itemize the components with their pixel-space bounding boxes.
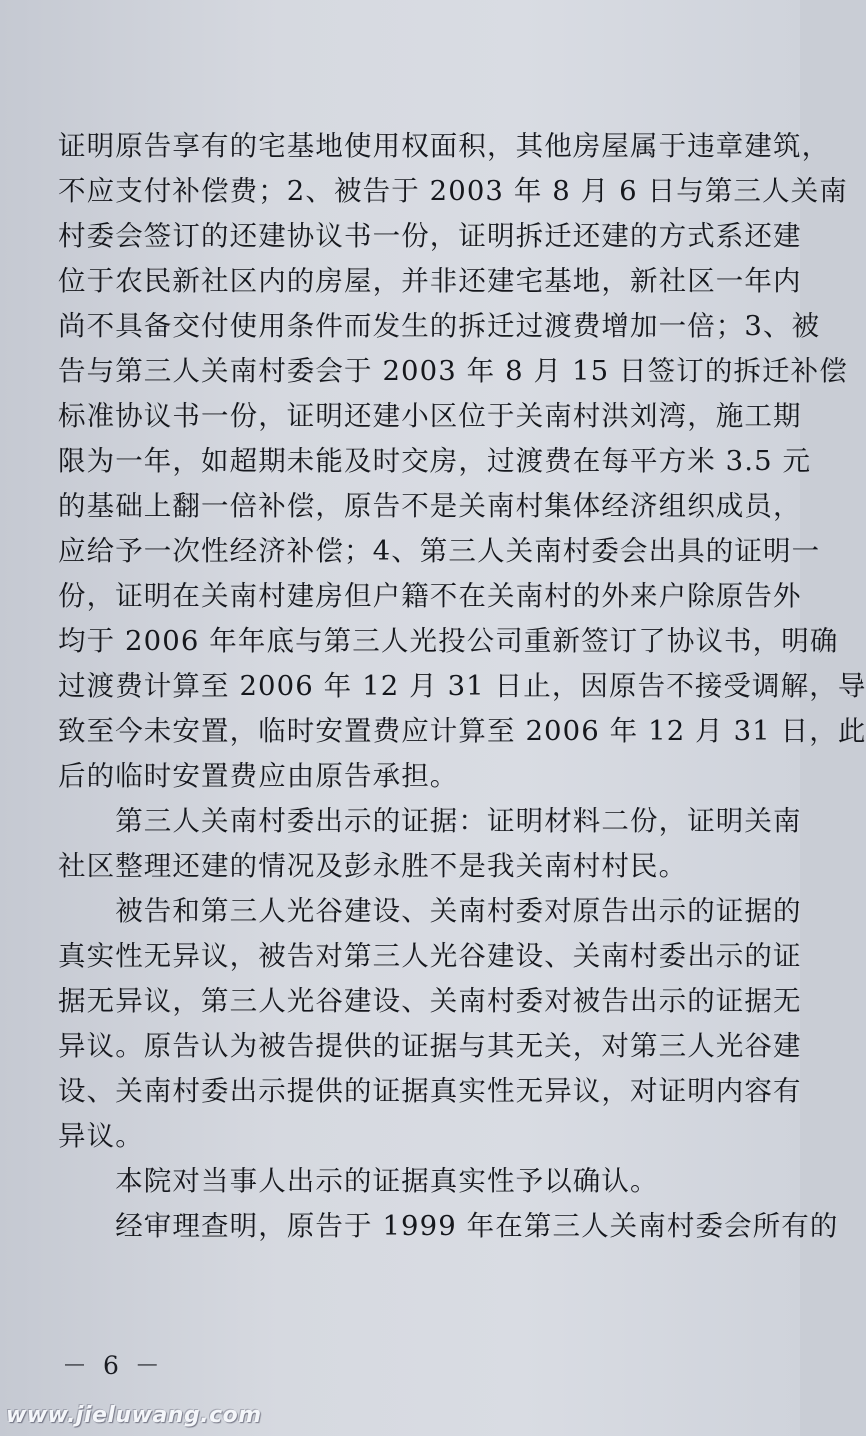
text-line: 尚不具备交付使用条件而发生的拆迁过渡费增加一倍；3、被 — [58, 310, 821, 342]
text-line: 份，证明在关南村建房但户籍不在关南村的外来户除原告外 — [58, 580, 802, 612]
text-line: 过渡费计算至 2006 年 12 月 31 日止，因原告不接受调解，导 — [58, 670, 866, 702]
text-line: 经审理查明，原告于 1999 年在第三人关南村委会所有的 — [58, 1210, 839, 1242]
text-line: 社区整理还建的情况及彭永胜不是我关南村村民。 — [58, 850, 688, 882]
text-line: 限为一年，如超期未能及时交房，过渡费在每平方米 3.5 元 — [58, 445, 812, 477]
text-line: 真实性无异议，被告对第三人光谷建设、关南村委出示的证 — [58, 940, 802, 972]
text-line: 的基础上翻一倍补偿，原告不是关南村集体经济组织成员， — [58, 490, 802, 522]
watermark-text: www.jieluwang.com — [6, 1403, 262, 1428]
text-line: 致至今未安置，临时安置费应计算至 2006 年 12 月 31 日，此 — [58, 715, 866, 747]
text-line: 异议。原告认为被告提供的证据与其无关，对第三人光谷建 — [58, 1030, 802, 1062]
page-number: － 6 － — [62, 1351, 164, 1380]
text-line: 后的临时安置费应由原告承担。 — [58, 760, 459, 792]
text-line: 村委会签订的还建协议书一份，证明拆迁还建的方式系还建 — [58, 220, 802, 252]
text-line: 设、关南村委出示提供的证据真实性无异议，对证明内容有 — [58, 1075, 802, 1107]
text-line: 据无异议，第三人光谷建设、关南村委对被告出示的证据无 — [58, 985, 802, 1017]
text-line: 本院对当事人出示的证据真实性予以确认。 — [58, 1165, 659, 1197]
text-line: 异议。 — [58, 1120, 144, 1152]
text-line: 均于 2006 年年底与第三人光投公司重新签订了协议书，明确 — [58, 625, 839, 657]
text-line: 告与第三人关南村委会于 2003 年 8 月 15 日签订的拆迁补偿 — [58, 355, 848, 387]
text-line: 不应支付补偿费；2、被告于 2003 年 8 月 6 日与第三人关南 — [58, 175, 848, 207]
text-line: 证明原告享有的宅基地使用权面积，其他房屋属于违章建筑， — [58, 130, 831, 162]
text-line: 被告和第三人光谷建设、关南村委对原告出示的证据的 — [58, 895, 802, 927]
text-line: 应给予一次性经济补偿；4、第三人关南村委会出具的证明一 — [58, 535, 821, 567]
document-body — [58, 124, 866, 1249]
text-line: 第三人关南村委出示的证据：证明材料二份，证明关南 — [58, 805, 802, 837]
text-line: 位于农民新社区内的房屋，并非还建宅基地，新社区一年内 — [58, 265, 802, 297]
text-line: 标准协议书一份，证明还建小区位于关南村洪刘湾，施工期 — [58, 400, 802, 432]
